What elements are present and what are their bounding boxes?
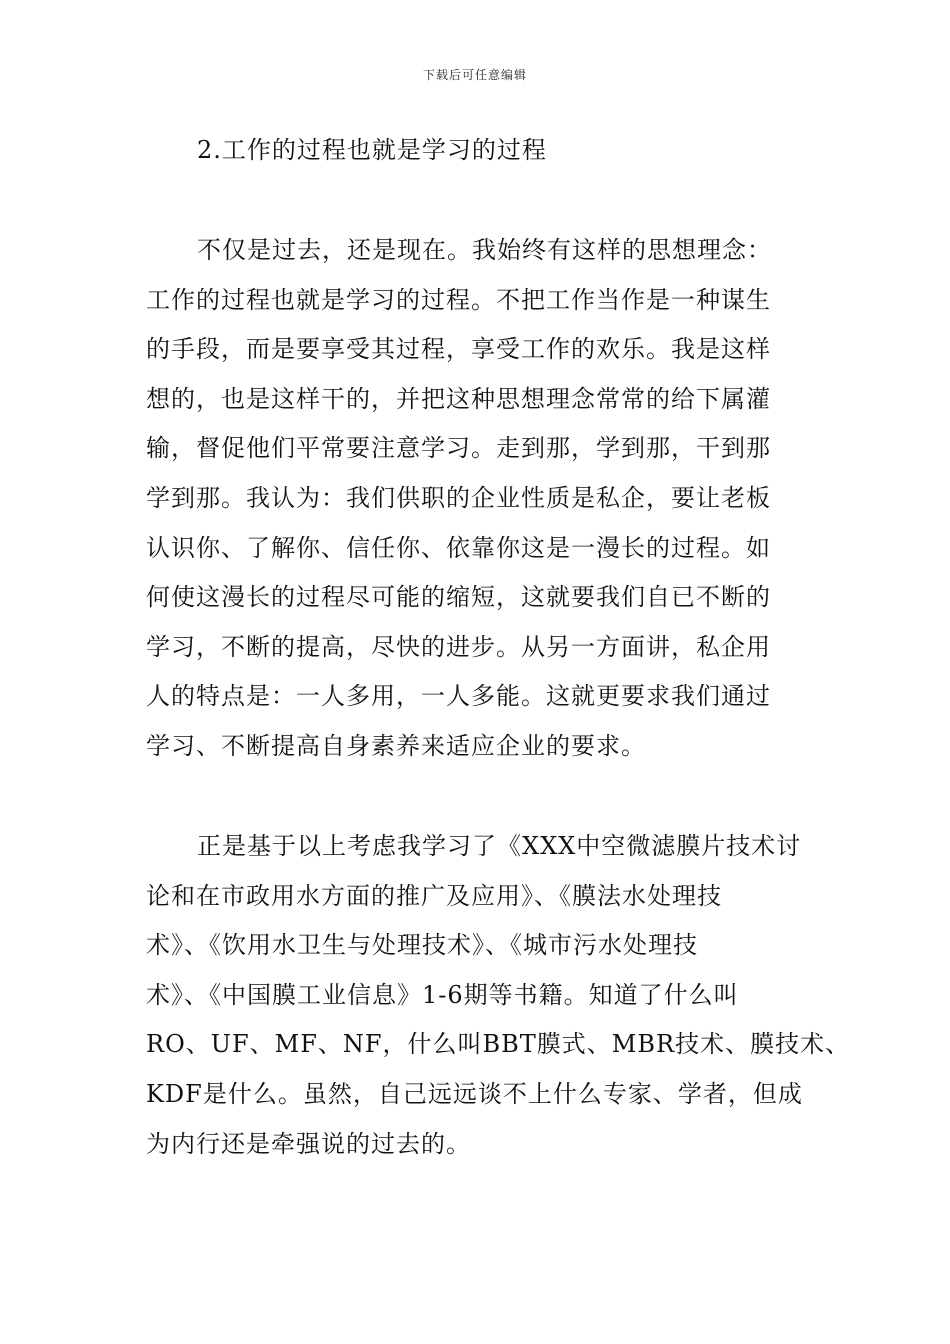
paragraph-line: 正是基于以上考虑我学习了《XXX中空微滤膜片技术讨	[197, 832, 802, 860]
header-note: 下载后可任意编辑	[422, 68, 527, 82]
paragraph-line: 输，督促他们平常要注意学习。走到那，学到那，干到那	[146, 434, 771, 463]
section-heading: 2.工作的过程也就是学习的过程	[197, 136, 547, 164]
paragraph-line: 学到那。我认为：我们供职的企业性质是私企，要让老板	[146, 483, 771, 512]
paragraph-2	[146, 822, 851, 1169]
paragraph-line: 工作的过程也就是学习的过程。不把工作当作是一种谋生	[146, 285, 771, 314]
paragraph-line: 人的特点是：一人多用，一人多能。这就更要求我们通过	[146, 682, 771, 711]
paragraph-line: 术》、《饮用水卫生与处理技术》、《城市污水处理技	[146, 931, 698, 960]
paragraph-line: KDF是什么。虽然，自己远远谈不上什么专家、学者，但成	[146, 1079, 803, 1108]
paragraph-line: 的手段，而是要享受其过程，享受工作的欢乐。我是这样	[146, 335, 771, 364]
paragraph-line: 不仅是过去，还是现在。我始终有这样的思想理念：	[197, 236, 772, 264]
paragraph-line: 术》、《中国膜工业信息》1-6期等书籍。知道了什么叫	[146, 980, 739, 1009]
paragraph-line: 为内行还是牵强说的过去的。	[146, 1129, 471, 1158]
paragraph-line: 认识你、了解你、信任你、依靠你这是一漫长的过程。如	[146, 533, 771, 562]
paragraph-line: 何使这漫长的过程尽可能的缩短，这就要我们自已不断的	[146, 583, 771, 612]
paragraph-line: 论和在市政用水方面的推广及应用》、《膜法水处理技	[146, 881, 722, 910]
paragraph-1	[146, 226, 826, 772]
paragraph-line: 学习，不断的提高，尽快的进步。从另一方面讲，私企用	[146, 632, 771, 661]
paragraph-line: 学习、不断提高自身素养来适应企业的要求。	[146, 731, 646, 760]
paragraph-line: RO、UF、MF、NF，什么叫BBT膜式、MBR技术、膜技术、	[146, 1030, 851, 1059]
paragraph-line: 想的，也是这样干的，并把这种思想理念常常的给下属灌	[146, 384, 771, 413]
